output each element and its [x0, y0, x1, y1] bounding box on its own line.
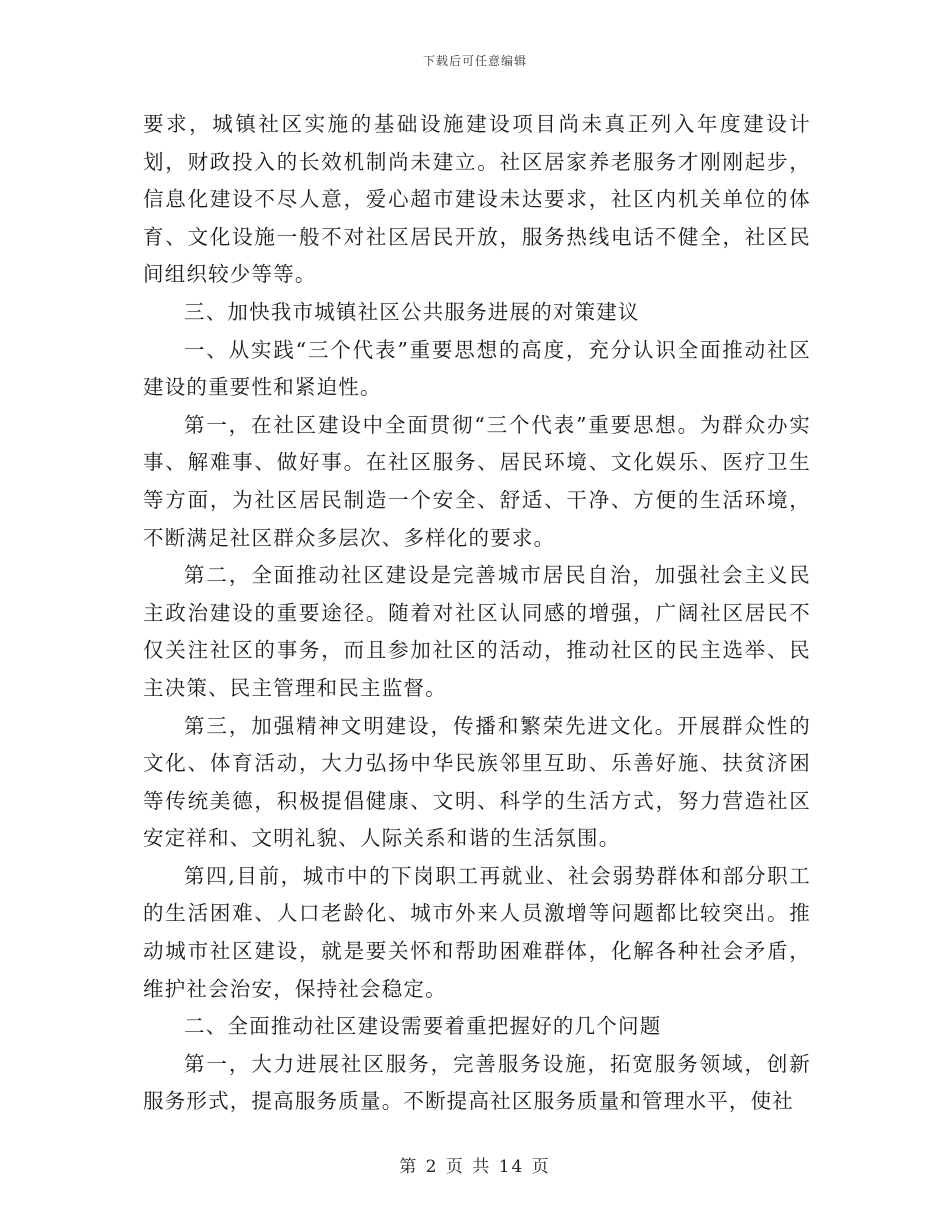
document-body: [143, 106, 811, 1121]
paragraph-second: 第二，全面推动社区建设是完善城市居民自治，加强社会主义民主政治建设的重要途径。随着对社区认同感的增强，广阔社区居民不仅关注社区的事务，而且参加社区的活动，推动社区的民主选举、民主决策、民主管理和民主监督。: [143, 563, 811, 700]
subheading-two: 二、全面推动社区建设需要着重把握好的几个问题: [184, 1014, 662, 1039]
page-footer: 第 2 页 共 14 页: [399, 1157, 551, 1177]
page-header: 下载后可任意编辑: [422, 54, 527, 68]
paragraph-first-b: 第一，大力进展社区服务，完善服务设施，拓宽服务领域，创新服务形式，提高服务质量。不断提高社区服务质量和管理水平，使社: [143, 1051, 811, 1114]
paragraph-continuation: 要求，城镇社区实施的基础设施建设项目尚未真正列入年度建设计划，财政投入的长效机制尚未建立。社区居家养老服务才刚刚起步，信息化建设不尽人意，爱心超市建设未达要求，社区内机关单位的体育、文化设施一般不对社区居民开放，服务热线电话不健全，社区民间组织较少等等。: [143, 112, 811, 287]
paragraph-first: 第一，在社区建设中全面贯彻“三个代表”重要思想。为群众办实事、解难事、做好事。在社区服务、居民环境、文化娱乐、医疗卫生等方面，为社区居民制造一个安全、舒适、干净、方便的生活环境，不断满足社区群众多层次、多样化的要求。: [143, 412, 811, 550]
paragraph-third: 第三，加强精神文明建设，传播和繁荣先进文化。开展群众性的文化、体育活动，大力弘扬中华民族邻里互助、乐善好施、扶贫济困等传统美德，积极提倡健康、文明、科学的生活方式，努力营造社区安定祥和、文明礼貌、人际关系和谐的生活氛围。: [143, 713, 811, 851]
subheading-one: 一、从实践“三个代表”重要思想的高度，充分认识全面推动社区建设的重要性和紧迫性。: [143, 337, 811, 400]
paragraph-fourth: 第四,目前，城市中的下岗职工再就业、社会弱势群体和部分职工的生活困难、人口老龄化、城市外来人员激增等问题都比较突出。推动城市社区建设，就是要关怀和帮助困难群体，化解各种社会矛盾，维护社会治安，保持社会稳定。: [143, 863, 811, 1001]
section-heading-three: 三、加快我市城镇社区公共服务进展的对策建议: [184, 299, 640, 324]
